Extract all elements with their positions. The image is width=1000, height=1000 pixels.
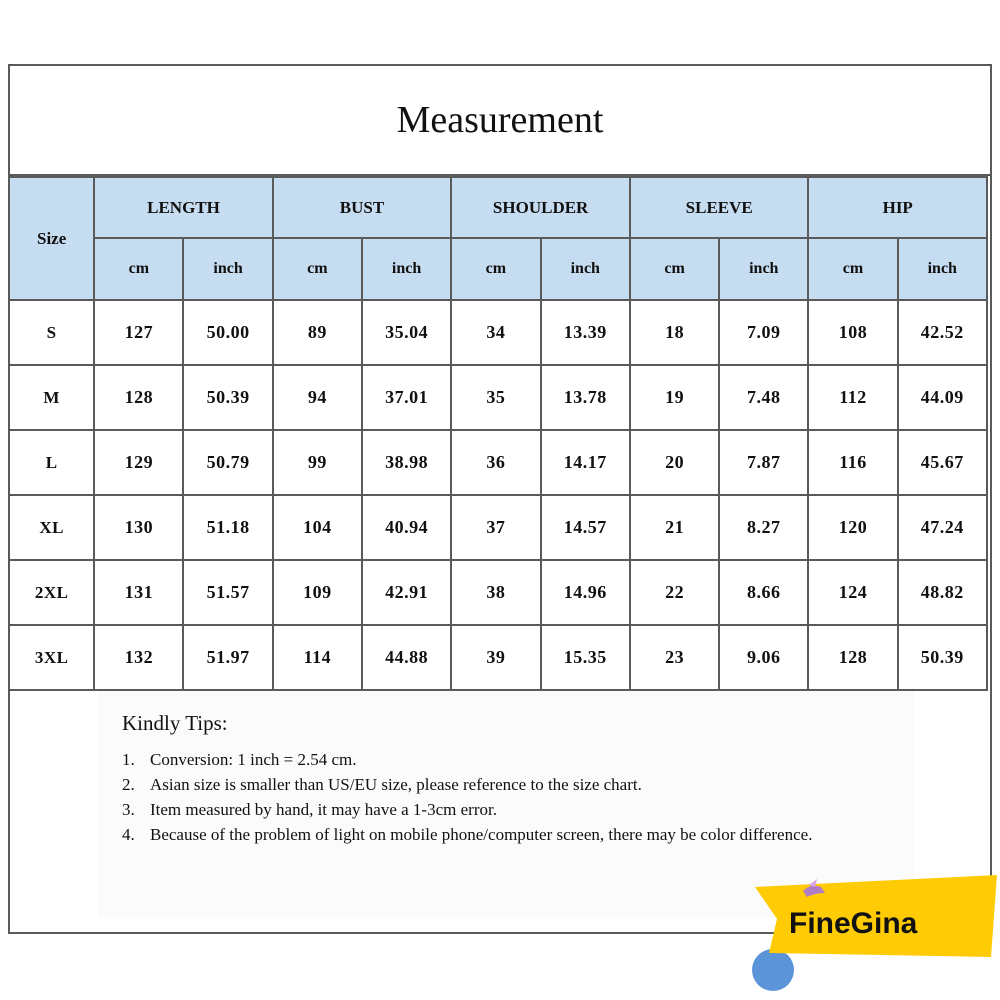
measurement-cell: 50.79 xyxy=(183,430,272,495)
tip-number: 4. xyxy=(122,825,135,844)
measurement-cell: 104 xyxy=(273,495,362,560)
tip-text: Item measured by hand, it may have a 1-3cm error. xyxy=(150,800,497,819)
unit-header: inch xyxy=(541,238,631,300)
measurement-cell: 42.52 xyxy=(898,300,987,365)
measurement-cell: 34 xyxy=(451,300,540,365)
measurement-cell: 44.88 xyxy=(362,625,451,690)
unit-header: cm xyxy=(451,238,540,300)
measurement-cell: 37 xyxy=(451,495,540,560)
unit-header: inch xyxy=(719,238,808,300)
measurement-cell: 94 xyxy=(273,365,362,430)
size-cell: S xyxy=(9,300,94,365)
tip-item xyxy=(122,772,822,797)
measurement-cell: 23 xyxy=(630,625,719,690)
measurement-cell: 130 xyxy=(94,495,183,560)
table-row xyxy=(9,625,987,690)
measurement-cell: 128 xyxy=(94,365,183,430)
measurement-cell: 42.91 xyxy=(362,560,451,625)
measurement-cell: 8.66 xyxy=(719,560,808,625)
tip-text: Conversion: 1 inch = 2.54 cm. xyxy=(150,750,357,769)
group-header-shoulder: SHOULDER xyxy=(451,177,630,238)
size-cell: 2XL xyxy=(9,560,94,625)
measurement-cell: 40.94 xyxy=(362,495,451,560)
tip-item xyxy=(122,822,822,847)
unit-header: inch xyxy=(183,238,272,300)
measurement-cell: 50.39 xyxy=(183,365,272,430)
size-table xyxy=(8,176,988,691)
tip-item xyxy=(122,747,822,772)
measurement-cell: 109 xyxy=(273,560,362,625)
size-cell: L xyxy=(9,430,94,495)
unit-header: cm xyxy=(94,238,183,300)
measurement-cell: 50.00 xyxy=(183,300,272,365)
tip-text: Because of the problem of light on mobile phone/computer screen, there may be color difference. xyxy=(150,825,813,844)
tip-number: 3. xyxy=(122,800,135,819)
brand-name: FineGina xyxy=(789,907,918,940)
measurement-cell: 14.17 xyxy=(541,430,631,495)
measurement-cell: 51.18 xyxy=(183,495,272,560)
measurement-cell: 51.57 xyxy=(183,560,272,625)
measurement-cell: 132 xyxy=(94,625,183,690)
tip-text: Asian size is smaller than US/EU size, please reference to the size chart. xyxy=(150,775,642,794)
measurement-cell: 129 xyxy=(94,430,183,495)
measurement-cell: 124 xyxy=(808,560,897,625)
measurement-cell: 131 xyxy=(94,560,183,625)
measurement-cell: 99 xyxy=(273,430,362,495)
table-row xyxy=(9,495,987,560)
measurement-cell: 38 xyxy=(451,560,540,625)
unit-header: cm xyxy=(808,238,897,300)
measurement-cell: 21 xyxy=(630,495,719,560)
measurement-cell: 22 xyxy=(630,560,719,625)
measurement-cell: 51.97 xyxy=(183,625,272,690)
table-row xyxy=(9,560,987,625)
tips-title: Kindly Tips: xyxy=(122,711,228,735)
measurement-cell: 47.24 xyxy=(898,495,987,560)
measurement-cell: 7.87 xyxy=(719,430,808,495)
measurement-cell: 114 xyxy=(273,625,362,690)
measurement-cell: 116 xyxy=(808,430,897,495)
measurement-cell: 128 xyxy=(808,625,897,690)
measurement-cell: 44.09 xyxy=(898,365,987,430)
unit-header: cm xyxy=(273,238,362,300)
measurement-cell: 20 xyxy=(630,430,719,495)
table-body xyxy=(9,300,987,690)
unit-header: inch xyxy=(362,238,451,300)
measurement-cell: 37.01 xyxy=(362,365,451,430)
unit-header: cm xyxy=(630,238,719,300)
measurement-cell: 13.78 xyxy=(541,365,631,430)
measurement-cell: 127 xyxy=(94,300,183,365)
measurement-cell: 18 xyxy=(630,300,719,365)
measurement-cell: 89 xyxy=(273,300,362,365)
tips-list xyxy=(122,747,822,847)
measurement-cell: 108 xyxy=(808,300,897,365)
table-row xyxy=(9,430,987,495)
size-chart xyxy=(8,64,992,934)
size-cell: 3XL xyxy=(9,625,94,690)
tip-item xyxy=(122,797,822,822)
measurement-cell: 15.35 xyxy=(541,625,631,690)
measurement-cell: 35 xyxy=(451,365,540,430)
measurement-cell: 9.06 xyxy=(719,625,808,690)
measurement-cell: 7.09 xyxy=(719,300,808,365)
measurement-cell: 19 xyxy=(630,365,719,430)
measurement-cell: 38.98 xyxy=(362,430,451,495)
size-cell: M xyxy=(9,365,94,430)
tip-number: 2. xyxy=(122,775,135,794)
measurement-cell: 39 xyxy=(451,625,540,690)
group-header-sleeve: SLEEVE xyxy=(630,177,808,238)
group-header-length: LENGTH xyxy=(94,177,272,238)
unit-header: inch xyxy=(898,238,987,300)
measurement-cell: 45.67 xyxy=(898,430,987,495)
measurement-cell: 120 xyxy=(808,495,897,560)
size-header: Size xyxy=(9,177,94,300)
measurement-cell: 48.82 xyxy=(898,560,987,625)
measurement-cell: 50.39 xyxy=(898,625,987,690)
table-row xyxy=(9,300,987,365)
tip-number: 1. xyxy=(122,750,135,769)
table-row xyxy=(9,365,987,430)
measurement-cell: 35.04 xyxy=(362,300,451,365)
group-header-hip: HIP xyxy=(808,177,987,238)
brand-badge xyxy=(755,873,997,963)
measurement-cell: 14.57 xyxy=(541,495,631,560)
measurement-cell: 13.39 xyxy=(541,300,631,365)
measurement-cell: 36 xyxy=(451,430,540,495)
measurement-cell: 8.27 xyxy=(719,495,808,560)
measurement-cell: 7.48 xyxy=(719,365,808,430)
page-title: Measurement xyxy=(10,66,990,176)
group-header-bust: BUST xyxy=(273,177,451,238)
measurement-cell: 14.96 xyxy=(541,560,631,625)
measurement-cell: 112 xyxy=(808,365,897,430)
size-cell: XL xyxy=(9,495,94,560)
